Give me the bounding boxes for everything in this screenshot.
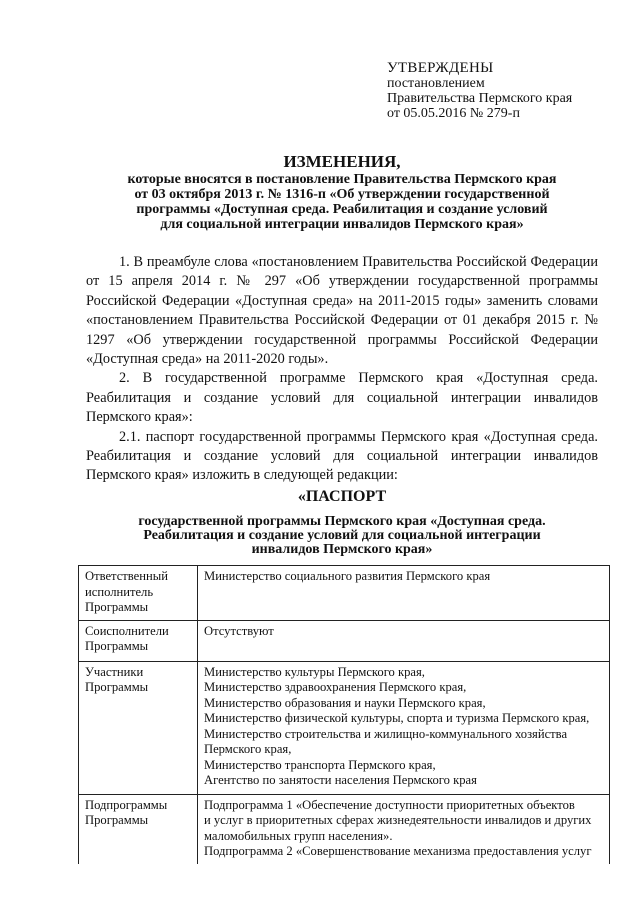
cell-text: Подпрограмма 2 «Совершенствование механизма предоставления услуг bbox=[204, 844, 592, 858]
passport-line: инвалидов Пермского края» bbox=[251, 542, 433, 557]
cell-text: Подпрограмма 1 «Обеспечение доступности приоритетных объектов bbox=[204, 797, 575, 812]
heading-line: программы «Доступная среда. Реабилитация и создание условий bbox=[136, 202, 548, 217]
body-paragraph: 2.1. паспорт государственной программы Пермского края «Доступная среда. Реабилитация и создание условий для социальной интеграции инвалидов Пермского края» изложить в следующей редакции: bbox=[86, 428, 598, 484]
cell-text: Соисполнители bbox=[85, 623, 169, 638]
document-heading bbox=[70, 152, 614, 232]
table-label-cell bbox=[79, 620, 198, 661]
approval-line: Правительства Пермского края bbox=[387, 91, 573, 106]
heading-title: ИЗМЕНЕНИЯ, bbox=[283, 152, 401, 171]
table-value-cell bbox=[198, 661, 610, 794]
cell-text: Министерство здравоохранения Пермского края, bbox=[204, 680, 467, 694]
approval-stamp bbox=[387, 61, 572, 121]
table-row bbox=[79, 794, 610, 864]
cell-text: Программы bbox=[85, 813, 149, 827]
cell-text: Ответственный bbox=[85, 569, 168, 583]
heading-line: от 03 октября 2013 г. № 1316-п «Об утверждении государственной bbox=[134, 187, 550, 202]
cell-text: Министерство культуры Пермского края, bbox=[204, 664, 425, 679]
cell-text: Министерство строительства и жилищно-коммунального хозяйства bbox=[204, 726, 568, 741]
document-body bbox=[86, 253, 598, 486]
approval-line: постановлением bbox=[387, 76, 485, 91]
table-value-cell bbox=[198, 566, 610, 621]
table-label-cell bbox=[79, 566, 198, 621]
table-label-cell bbox=[79, 794, 198, 864]
cell-text: Министерство транспорта Пермского края, bbox=[204, 757, 436, 772]
passport-table bbox=[78, 565, 610, 864]
passport-line: государственной программы Пермского края «Доступная среда. bbox=[138, 514, 546, 529]
heading-line: которые вносятся в постановление Правительства Пермского края bbox=[127, 172, 557, 187]
cell-text: Отсутствуют bbox=[204, 623, 274, 638]
cell-text: Министерство образования и науки Пермского края, bbox=[204, 695, 486, 710]
table-row bbox=[79, 620, 610, 661]
approval-line: от 05.05.2016 № 279-п bbox=[387, 106, 520, 121]
cell-text: Участники bbox=[85, 664, 144, 679]
body-paragraph: 1. В преамбуле слова «постановлением Правительства Российской Федерации от 15 апреля 2014 г. № 297 «Об утверждении государственной программы Российской Федерации «Доступная среда» на 2011-2015 годы» заменить словами «постановлением Правительства Российской Федерации от 01 декабря 2015 г. № 1297 «Об утверждении государственной программы Российской Федерации «Доступная среда» на 2011-2020 годы». bbox=[86, 254, 598, 368]
table-row bbox=[79, 661, 610, 794]
cell-text: исполнитель bbox=[85, 584, 154, 599]
approval-line: УТВЕРЖДЕНЫ bbox=[387, 60, 494, 76]
cell-text: маломобильных групп населения». bbox=[204, 828, 393, 843]
passport-line: Реабилитация и создание условий для социальной интеграции bbox=[143, 528, 541, 543]
cell-text: и услуг в приоритетных сферах жизнедеятельности инвалидов и других bbox=[204, 813, 592, 827]
table-value-cell bbox=[198, 620, 610, 661]
cell-text: Министерство социального развития Пермского края bbox=[204, 569, 491, 583]
cell-text: Пермского края, bbox=[204, 742, 292, 756]
cell-text: Подпрограммы bbox=[85, 797, 168, 812]
passport-heading bbox=[86, 488, 598, 557]
heading-line: для социальной интеграции инвалидов Пермского края» bbox=[160, 217, 524, 232]
cell-text: Агентство по занятости населения Пермского края bbox=[204, 773, 477, 787]
cell-text: Программы bbox=[85, 639, 149, 653]
cell-text: Министерство физической культуры, спорта и туризма Пермского края, bbox=[204, 711, 590, 725]
cell-text: Программы bbox=[85, 680, 149, 694]
table-label-cell bbox=[79, 661, 198, 794]
body-paragraph: 2. В государственной программе Пермского края «Доступная среда. Реабилитация и создание условий для социальной интеграции инвалидов Пермского края»: bbox=[86, 370, 598, 426]
table-row bbox=[79, 566, 610, 621]
passport-title: «ПАСПОРТ bbox=[297, 488, 387, 505]
cell-text: Программы bbox=[85, 600, 149, 614]
table-value-cell bbox=[198, 794, 610, 864]
